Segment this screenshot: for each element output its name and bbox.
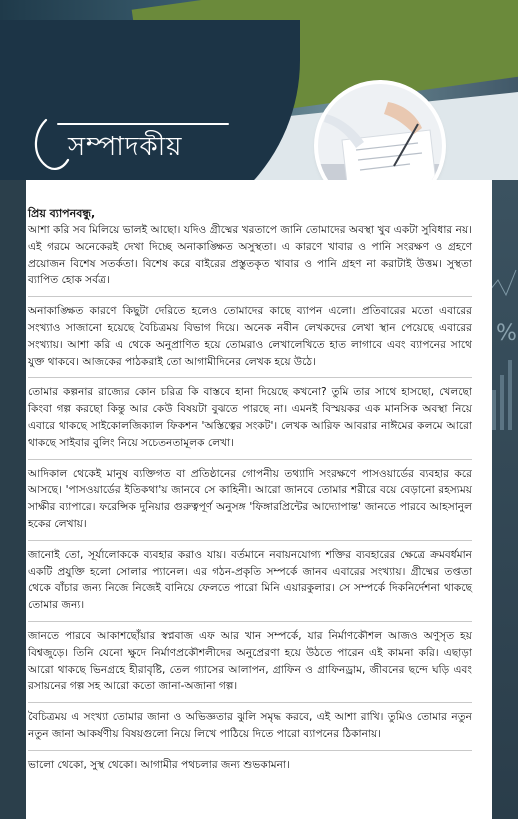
divider: [28, 750, 472, 751]
divider: [28, 621, 472, 622]
svg-text:%: %: [496, 321, 517, 346]
paragraph-4: আদিকাল থেকেই মানুষ ব্যক্তিগত বা প্রতিষ্ঠানের গোপনীয় তথ্যাদি সংরক্ষণে পাসওয়ার্ডের ব্যবহার করে আসছে। 'পাসওয়ার্ডের ইতিকথা'য় জানবে সে কাহিনী। আরো জানবে তোমার শরীরে বয়ে বেড়ানো রহস্যময় সাক্ষীর ব্যাপারে। ফরেন্সিক দুনিয়ার গুরুত্বপূর্ণ অনুসঙ্গ 'ফিঙ্গারপ্রিন্টের আদ্যোপান্ত' জানতে পারবে আহসানুল হকের লেখায়।: [28, 467, 472, 530]
closing-line: ভালো থেকো, সুস্থ থেকো। আগামীর পথচলার জন্য শুভকামনা।: [28, 758, 290, 771]
editorial-title: [28, 112, 238, 176]
divider: [28, 296, 472, 297]
paragraph-7: বৈচিত্রময় এ সংখ্যা তোমার জানা ও অভিজ্ঞতার ঝুলি সমৃদ্ধ করবে, এই আশা রাখি। তুমিও তোমার নতুন নতুন জানা আকর্ষণীয় বিষয়গুলো নিয়ে লিখে পাঠিয়ে দিতে পারো ব্যাপনের ঠিকানায়।: [28, 711, 472, 740]
paragraph-1: আশা করি সব মিলিয়ে ভালই আছো। যদিও গ্রীষ্মের খরতাপে জানি তোমাদের অবস্থা খুব একটা সুবিধার নয়। এই গরমে অনেকেরই দেখা দিচ্ছে অনাকাঙ্ক্ষিত অসুস্থতা। এ কারণে খাবার ও পানি সংরক্ষণ ও গ্রহণে প্রয়োজন বিশেষ সতর্কতা। বিশেষ করে বাইরের প্রস্তুতকৃত খাবার ও পানি গ্রহণ না করাটাই উত্তম। সুস্থতা ব্যাপিত হোক সর্বত্র।: [28, 224, 472, 287]
editorial-letter: [28, 206, 472, 781]
paragraph-5: জানোই তো, সূর্যালোককে ব্যবহার করাও যায়। বর্তমানে নবায়নযোগ্য শক্তির ব্যবহারের ক্ষেত্রে ক্রমবর্ধমান একটি প্রযুক্তি হলো সোলার প্যানেল। এর গঠন-প্রকৃতি সম্পর্কে জানব এবারের সংখ্যায়। গ্রীষ্মের তপ্ততা থেকে বাঁচার জন্য নিজে নিজেই বানিয়ে ফেলতে পারো মিনি এয়ারকুলার। সে সম্পর্কে দিকনির্দেশনা থাকছে তোমার জন্য।: [28, 548, 472, 612]
greeting: প্রিয় ব্যাপনবন্ধু,: [28, 207, 96, 220]
paragraph-3: তোমার কল্পনার রাজ্যের কোন চরিত্র কি বাস্তবে হানা দিয়েছে কখনো? তুমি তার সাথে হাসছো, খেলছো কিংবা গল্প করছো কিন্তু আর কেউ বিষয়টা বুঝতে পারছে না। এমনই বিস্ময়কর এক মানসিক অবস্থা নিয়ে এবারে থাকছে সাইকোলজিক্যাল ফিকশন 'অস্তিত্বের সংকট'। লেখক আরিফ আবরার নাঈমের কলমে আরো থাকছে সাইবার বুলিং নিয়ে সচেতনতামূলক লেখা।: [28, 386, 472, 449]
divider: [28, 459, 472, 460]
chart-decoration-icon: [488, 250, 518, 470]
divider: [28, 540, 472, 541]
paragraph-2: অনাকাঙ্ক্ষিত কারণে কিছুটা দেরিতে হলেও তোমাদের কাছে ব্যাপন এলো। প্রতিবারের মতো এবারের সংখ্যাও সাজানো হয়েছে বৈচিত্রময় বিভাগ দিয়ে। অনেক নবীন লেখকদের লেখা স্থান পেয়েছে এবারের সংখ্যায়। আশা করি এ থেকে অনুপ্রাণিত হয়ে তোমরাও লেখালেখিতে হাত লাগাবে এবং ব্যাপনের সাথে যুক্ত থাকবে। আজকের পাঠকরাই তো আগামীদিনের লেখক হয়ে উঠে।: [28, 305, 472, 368]
divider: [28, 377, 472, 378]
left-margin-band: [0, 180, 26, 819]
paragraph-6: জানতে পারবে আকাশছোঁয়ার স্বপ্নবাজ এফ আর খান সম্পর্কে, যার নির্মাণকৌশল আজও অণুসৃত হয় বিশ্বজুড়ে। তিনি যেনো ক্ষুদে নির্মাণপ্রকৌশলীদের অনুপ্রেরণা হয়ে উঠতে পারেন এই কামনা করি। এছাড়া আরো থাকছে ভিনগ্রহে হীরাবৃষ্টি, তেল গ্যাসের আলাপন, গ্রাফিন ও গ্রাফিনড্রাম, জীবনের ছন্দে ঘড়ি এবং রসায়নের গল্প সহ আরো কতো জানা-অজানা গল্প।: [28, 629, 472, 693]
page-title: সম্পাদকীয়: [68, 132, 183, 162]
divider: [28, 702, 472, 703]
